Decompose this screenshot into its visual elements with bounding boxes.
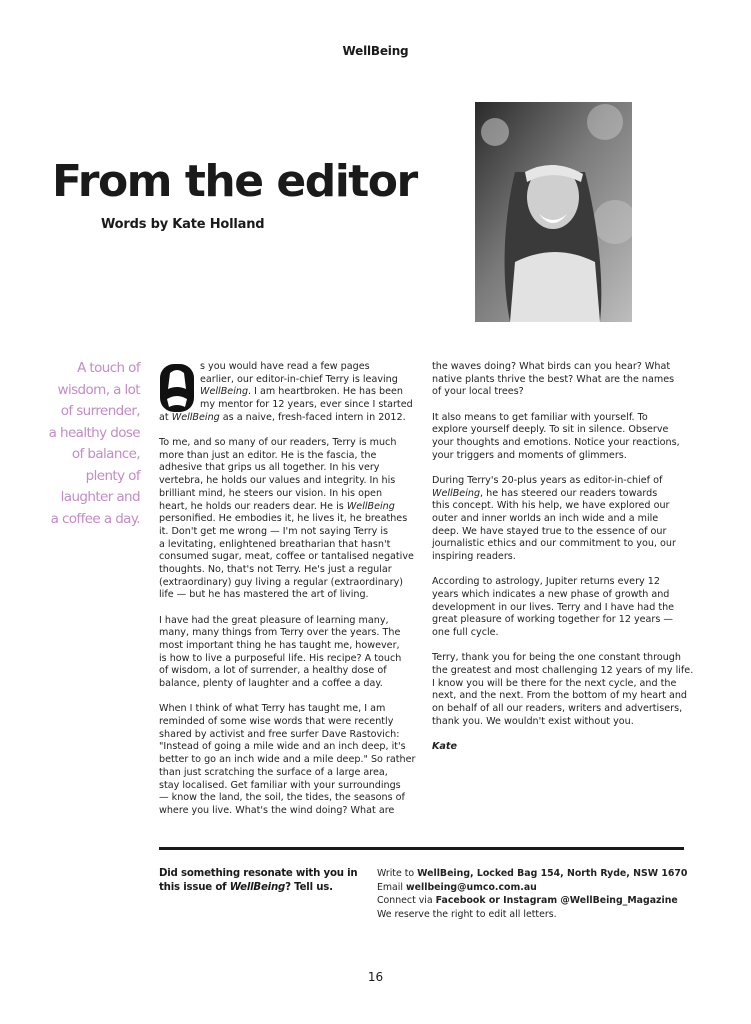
text-line: outer and inner worlds an inch wide and a mile [432,513,659,525]
article-paragraph [432,475,677,564]
text-line: more than just an editor. He is the fascia, the [159,449,377,461]
article-paragraph [159,703,416,817]
text-line: During Terry's 20-plus years as editor-in-chief of [432,474,663,486]
text-line: life — but he has mastered the art of living. [159,589,369,601]
text-line: brilliant mind, he steers our vision. In his open [159,487,383,499]
article-paragraph [432,411,680,463]
signoff: Kate [432,741,458,753]
reader-feedback-prompt [159,867,359,895]
text-line: your thoughts and emotions. Notice your reactions, [432,437,680,449]
article-paragraph [159,437,414,602]
text-line: great pleasure of working together for 12 years — [432,614,674,626]
text-line: balance, plenty of laughter and a coffee a day. [159,678,383,690]
pull-quote-line: wisdom, a lot [57,381,140,398]
editor-portrait-photo [475,102,632,322]
footer-divider [159,847,684,850]
text-line: thoughts. No, that's not Terry. He's just a regular [159,564,392,576]
text-line: To me, and so many of our readers, Terry is much [159,437,397,449]
contact-details [377,867,697,921]
text-line: WellBeing. I am heartbroken. He has been [200,386,404,398]
text-line: thank you. We wouldn't exist without you. [432,715,634,727]
text-line: WellBeing, he has steered our readers towards [432,487,658,499]
text-line: one full cycle. [432,627,499,639]
article-paragraph [159,615,404,691]
text-line: the waves doing? What birds can you hear? What [432,361,671,372]
pull-quote-line: laughter and [60,489,140,505]
text-line: development in our lives. Terry and I have had the [432,601,675,613]
text-line: the greatest and most challenging 12 years of my life. [432,665,694,677]
text-line: next, and the next. From the bottom of my heart and [432,690,687,702]
text-line: native plants thrive the best? What are the names [432,373,675,385]
text-line: explore yourself deeply. To sit in silence. Observe [432,424,669,436]
write-label: Write to [377,868,415,879]
text-line: personified. He embodies it, he lives it, he breathes [159,513,408,525]
text-line: I have had the great pleasure of learning many, [159,614,389,626]
email-label: Email [377,881,404,893]
text-line: than just scratching the surface of a large area, [159,766,388,778]
text-line: where you live. What's the wind doing? What are [159,805,395,816]
text-line: at WellBeing as a naive, fresh-faced intern in 2012. [159,411,406,423]
text-line: a levitating, enlightened breatharian that hasn't [159,538,391,550]
text-line: it. Don't get me wrong — I'm not saying Terry is [159,525,389,537]
article-paragraph [432,361,677,399]
text-line: your triggers and moments of glimmers. [432,449,627,461]
article-paragraph [432,652,694,728]
text-line: s you would have read a few pages [200,361,370,372]
text-line: Did something resonate with you in [159,868,358,879]
article-paragraph [159,361,413,412]
pull-quote-line: A touch of [77,360,140,376]
text-line: heart, he holds our readers dear. He is WellBeing [159,500,395,512]
text-line: better to go an inch wide and a mile deep." So rather [159,754,416,766]
text-line: stay localised. Get familiar with your surroundings [159,779,401,791]
text-line: this issue of WellBeing? Tell us. [159,882,333,893]
text-line: is how to live a purposeful life. His recipe? A touch [159,652,402,664]
connect-line [377,894,697,908]
byline: Words by Kate Holland [101,217,265,232]
pull-quote-line: of surrender, [60,403,140,419]
text-line: Terry, thank you for being the one constant through [432,652,681,664]
text-line: It also means to get familiar with yourself. To [432,411,648,423]
text-line: (extraordinary) guy living a regular (extraordinary) [159,576,404,588]
text-line: adhesive that grips us all together. In his very [159,462,380,474]
pull-quote-line: a healthy dose [48,424,140,441]
text-line: "Instead of going a mile wide and an inch deep, it's [159,741,406,753]
text-line: my mentor for 12 years, ever since I started [200,399,413,411]
article-column-left [159,361,416,830]
text-line: this concept. With his help, we have explored our [432,500,670,512]
text-line: inspiring readers. [432,551,516,563]
text-line: — know the land, the soil, the tides, the seasons of [159,792,405,804]
connect-label: Connect via [377,895,433,906]
article-column-right [432,361,694,766]
text-line: of your local trees? [432,386,524,398]
text-line: shared by activist and free surfer Dave Rastovich: [159,728,400,740]
text-line: consumed sugar, meat, coffee or tantalised negative [159,551,414,563]
pull-quote-line: of balance, [71,446,140,462]
article-paragraph [432,576,677,640]
text-line: journalistic ethics and our commitment to you, our [432,538,676,550]
rights-note: We reserve the right to edit all letters. [377,908,557,920]
text-line: of wisdom, a lot of surrender, a healthy dose of [159,665,387,677]
text-line: earlier, our editor-in-chief Terry is leaving [200,373,398,385]
page-number: 16 [367,970,384,984]
mailing-address: WellBeing, Locked Bag 154, North Ryde, NSW 1670 [417,868,688,879]
drop-cap-letter [159,363,195,413]
pull-quote [30,358,140,530]
social-handle[interactable]: Facebook or Instagram @WellBeing_Magazine [435,895,678,906]
email-line [377,881,697,895]
pull-quote-line: a coffee a day. [50,510,140,527]
text-line: on behalf of all our readers, writers and advertisers, [432,703,683,715]
text-line: I know you will be there for the next cycle, and the [432,677,677,689]
pull-quote-line: plenty of [85,467,140,484]
text-line: When I think of what Terry has taught me, I am [159,703,386,715]
email-link[interactable]: wellbeing@umco.com.au [406,881,537,893]
text-line: most important thing he has taught me, however, [159,640,400,652]
masthead: WellBeing [342,44,409,58]
page-title: From the editor [52,156,417,207]
article-paragraph [159,412,404,425]
text-line: years which indicates a new phase of growth and [432,589,670,601]
text-line: reminded of some wise words that were recently [159,716,394,728]
text-line: deep. We have stayed true to the essence of our [432,525,667,537]
text-line: many, many things from Terry over the years. The [159,627,401,639]
text-line: According to astrology, Jupiter returns every 12 [432,576,660,588]
text-line: vertebra, he holds our values and integrity. In his [159,475,396,487]
write-line [377,867,697,881]
